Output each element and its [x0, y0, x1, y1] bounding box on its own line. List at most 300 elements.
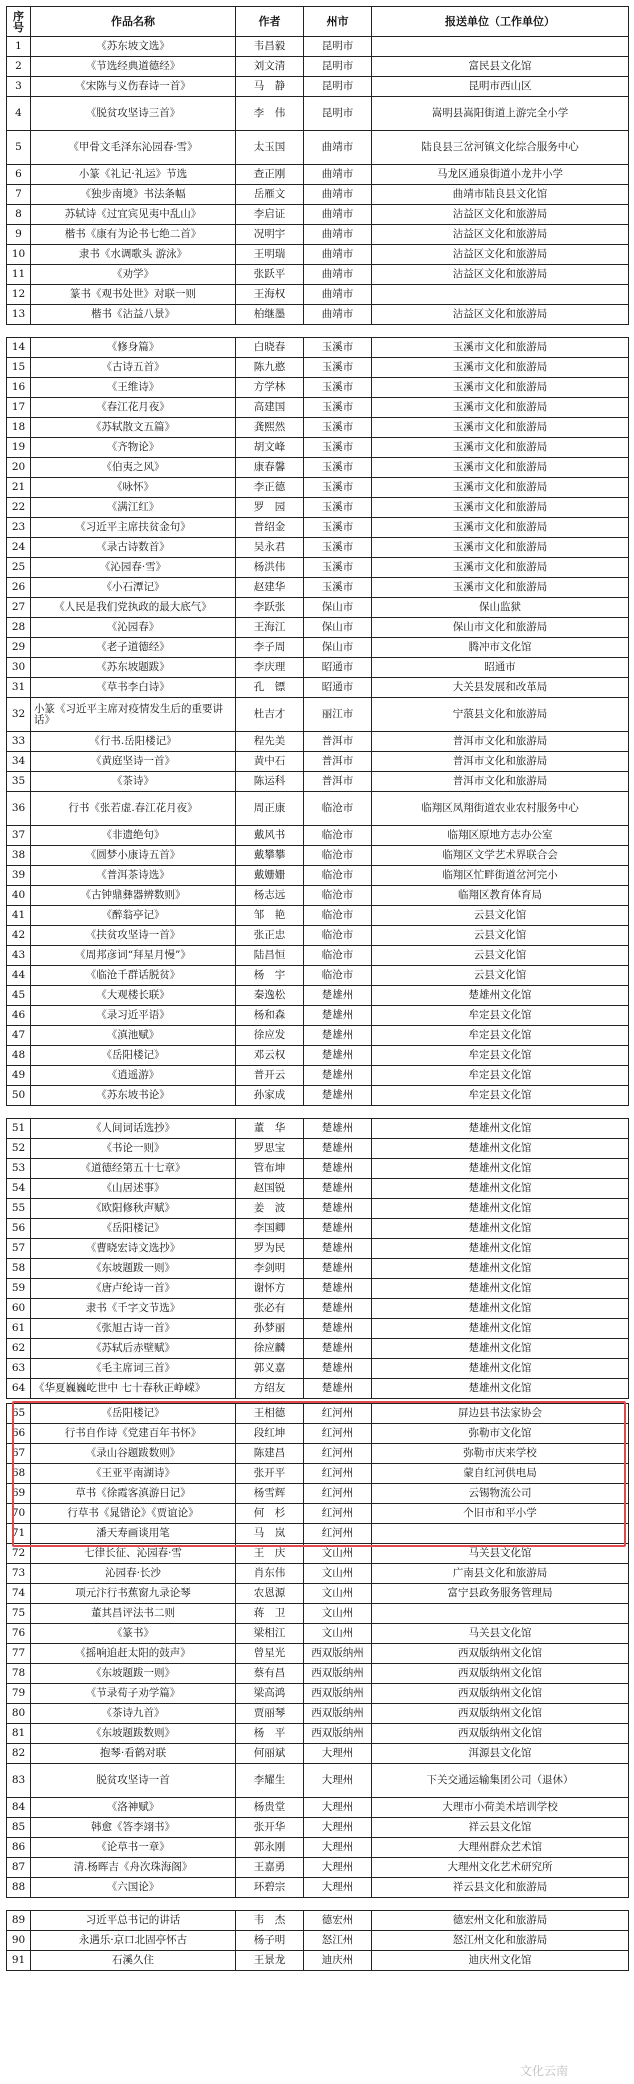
cell-unit: 云县文化馆	[372, 906, 629, 926]
cell-no: 65	[7, 1404, 31, 1424]
cell-unit: 临翔区凤翔街道农业农村服务中心	[372, 792, 629, 826]
cell-city: 保山市	[304, 618, 372, 638]
table-segment	[6, 1118, 629, 1399]
cell-unit: 牟定县文化馆	[372, 1006, 629, 1026]
cell-title: 《临沧千群话脱贫》	[31, 966, 236, 986]
cell-no: 55	[7, 1199, 31, 1219]
cell-author: 孙梦丽	[236, 1319, 304, 1339]
table-row	[7, 1838, 629, 1858]
cell-no: 3	[7, 77, 31, 97]
cell-unit: 楚雄州文化馆	[372, 1239, 629, 1259]
cell-city: 文山州	[304, 1564, 372, 1584]
cell-city: 玉溪市	[304, 378, 372, 398]
cell-no: 4	[7, 97, 31, 131]
cell-author: 梁高鸿	[236, 1684, 304, 1704]
table-row	[7, 538, 629, 558]
cell-city: 昭通市	[304, 658, 372, 678]
cell-author: 普绍金	[236, 518, 304, 538]
cell-author: 陈建昌	[236, 1444, 304, 1464]
cell-title: 《摇响追赶太阳的鼓声》	[31, 1644, 236, 1664]
cell-no: 17	[7, 398, 31, 418]
cell-author: 李剑明	[236, 1259, 304, 1279]
cell-author: 吴永君	[236, 538, 304, 558]
cell-unit: 楚雄州文化馆	[372, 1279, 629, 1299]
cell-no: 12	[7, 285, 31, 305]
cell-unit	[372, 37, 629, 57]
cell-unit: 个旧市和平小学	[372, 1504, 629, 1524]
cell-city: 德宏州	[304, 1911, 372, 1931]
cell-author: 韦昌毅	[236, 37, 304, 57]
cell-title: 《洛神赋》	[31, 1798, 236, 1818]
table-row	[7, 1239, 629, 1259]
cell-no: 69	[7, 1484, 31, 1504]
table-row	[7, 418, 629, 438]
cell-unit: 昆明市西山区	[372, 77, 629, 97]
cell-no: 82	[7, 1744, 31, 1764]
cell-city: 曲靖市	[304, 305, 372, 325]
cell-unit: 大关县发展和改革局	[372, 678, 629, 698]
table-row	[7, 1818, 629, 1838]
segment-gap	[6, 1898, 628, 1910]
cell-no: 15	[7, 358, 31, 378]
table-row	[7, 305, 629, 325]
cell-title: 沁园春·长沙	[31, 1564, 236, 1584]
cell-unit: 富民县文化馆	[372, 57, 629, 77]
cell-unit: 西双版纳州文化馆	[372, 1704, 629, 1724]
table-row	[7, 1951, 629, 1971]
cell-author: 康春馨	[236, 458, 304, 478]
table-row	[7, 478, 629, 498]
cell-title: 《老子道德经》	[31, 638, 236, 658]
cell-title: 《苏轼散文五篇》	[31, 418, 236, 438]
table-row	[7, 658, 629, 678]
cell-unit: 玉溪市文化和旅游局	[372, 418, 629, 438]
cell-title: 楷书《沾益八景》	[31, 305, 236, 325]
cell-city: 玉溪市	[304, 478, 372, 498]
cell-author: 杨和森	[236, 1006, 304, 1026]
cell-no: 77	[7, 1644, 31, 1664]
cell-unit: 云锡物流公司	[372, 1484, 629, 1504]
table-row	[7, 1319, 629, 1339]
table-row	[7, 772, 629, 792]
table-row	[7, 1424, 629, 1444]
cell-title: 永遇乐·京口北固亭怀古	[31, 1931, 236, 1951]
cell-unit	[372, 1604, 629, 1624]
cell-author: 秦逸松	[236, 986, 304, 1006]
cell-title: 隶书《千字文节选》	[31, 1299, 236, 1319]
cell-city: 红河州	[304, 1444, 372, 1464]
cell-author: 孙家成	[236, 1086, 304, 1106]
cell-unit	[372, 285, 629, 305]
cell-unit: 楚雄州文化馆	[372, 1299, 629, 1319]
cell-title: 小篆《习近平主席对疫情发生后的重要讲话》	[31, 698, 236, 732]
table-row	[7, 378, 629, 398]
cell-city: 玉溪市	[304, 438, 372, 458]
cell-author: 邓云权	[236, 1046, 304, 1066]
cell-city: 西双版纳州	[304, 1684, 372, 1704]
cell-unit: 临翔区文学艺术界联合会	[372, 846, 629, 866]
cell-unit: 楚雄州文化馆	[372, 1219, 629, 1239]
table-segment	[6, 1910, 629, 1971]
cell-unit: 楚雄州文化馆	[372, 1379, 629, 1399]
table-row	[7, 1798, 629, 1818]
cell-author: 普开云	[236, 1066, 304, 1086]
cell-title: 《华夏巍巍屹世中 七十春秋正峥嵘》	[31, 1379, 236, 1399]
table-row	[7, 438, 629, 458]
cell-author: 王明瑞	[236, 245, 304, 265]
cell-no: 8	[7, 205, 31, 225]
table-row	[7, 1464, 629, 1484]
table-segment	[6, 337, 629, 1106]
table-row	[7, 866, 629, 886]
cell-title: 行书《张若虚.春江花月夜》	[31, 792, 236, 826]
table-row	[7, 57, 629, 77]
cell-city: 曲靖市	[304, 165, 372, 185]
cell-title: 《滇池赋》	[31, 1026, 236, 1046]
cell-title: 潘天寿画谈用笔	[31, 1524, 236, 1544]
cell-unit: 嵩明县嵩阳街道上游完全小学	[372, 97, 629, 131]
cell-unit: 西双版纳州文化馆	[372, 1664, 629, 1684]
cell-unit: 西双版纳州文化馆	[372, 1684, 629, 1704]
table-row	[7, 1159, 629, 1179]
table-row	[7, 846, 629, 866]
cell-author: 曾星光	[236, 1644, 304, 1664]
cell-unit: 马龙区通泉街道小龙井小学	[372, 165, 629, 185]
cell-no: 22	[7, 498, 31, 518]
table-row	[7, 1584, 629, 1604]
cell-unit: 迪庆州文化馆	[372, 1951, 629, 1971]
cell-unit: 弥勒市庆来学校	[372, 1444, 629, 1464]
cell-no: 27	[7, 598, 31, 618]
cell-unit: 玉溪市文化和旅游局	[372, 398, 629, 418]
cell-no: 40	[7, 886, 31, 906]
cell-title: 《节录荀子劝学篇》	[31, 1684, 236, 1704]
cell-city: 玉溪市	[304, 498, 372, 518]
cell-no: 23	[7, 518, 31, 538]
cell-title: 抱琴·看鹤对联	[31, 1744, 236, 1764]
cell-author: 戴姗姗	[236, 866, 304, 886]
cell-author: 杨志远	[236, 886, 304, 906]
cell-title: 《伯夷之风》	[31, 458, 236, 478]
cell-author: 方绍友	[236, 1379, 304, 1399]
cell-city: 临沧市	[304, 926, 372, 946]
cell-title: 《小石潭记》	[31, 578, 236, 598]
table-row	[7, 1878, 629, 1898]
cell-unit: 楚雄州文化馆	[372, 1179, 629, 1199]
cell-author: 徐应发	[236, 1026, 304, 1046]
cell-unit: 保山市文化和旅游局	[372, 618, 629, 638]
table-row	[7, 1404, 629, 1424]
cell-unit: 楚雄州文化馆	[372, 1259, 629, 1279]
table-row	[7, 1139, 629, 1159]
cell-no: 32	[7, 698, 31, 732]
cell-title: 《唐卢纶诗一首》	[31, 1279, 236, 1299]
cell-title: 《脱贫攻坚诗三首》	[31, 97, 236, 131]
cell-city: 文山州	[304, 1604, 372, 1624]
cell-no: 57	[7, 1239, 31, 1259]
cell-no: 33	[7, 732, 31, 752]
cell-no: 62	[7, 1339, 31, 1359]
table-row	[7, 518, 629, 538]
cell-unit: 玉溪市文化和旅游局	[372, 338, 629, 358]
cell-author: 徐应麟	[236, 1339, 304, 1359]
cell-city: 玉溪市	[304, 578, 372, 598]
cell-no: 39	[7, 866, 31, 886]
cell-no: 37	[7, 826, 31, 846]
cell-author: 李庆理	[236, 658, 304, 678]
cell-no: 36	[7, 792, 31, 826]
cell-author: 郭永刚	[236, 1838, 304, 1858]
cell-title: 《岳阳楼记》	[31, 1219, 236, 1239]
table-row	[7, 752, 629, 772]
cell-city: 保山市	[304, 598, 372, 618]
cell-city: 文山州	[304, 1624, 372, 1644]
cell-author: 周正康	[236, 792, 304, 826]
cell-unit: 大理市小荷美术培训学校	[372, 1798, 629, 1818]
cell-unit: 楚雄州文化馆	[372, 1359, 629, 1379]
cell-city: 昆明市	[304, 77, 372, 97]
table-row	[7, 265, 629, 285]
cell-title: 董其昌评法书二则	[31, 1604, 236, 1624]
cell-title: 《苏东坡题跋》	[31, 658, 236, 678]
cell-unit: 玉溪市文化和旅游局	[372, 558, 629, 578]
cell-author: 郭义嘉	[236, 1359, 304, 1379]
cell-author: 太玉国	[236, 131, 304, 165]
cell-unit: 云县文化馆	[372, 946, 629, 966]
cell-author: 杜吉才	[236, 698, 304, 732]
cell-no: 1	[7, 37, 31, 57]
cell-city: 大理州	[304, 1764, 372, 1798]
cell-author: 张正忠	[236, 926, 304, 946]
cell-unit: 祥云县文化馆	[372, 1818, 629, 1838]
cell-city: 楚雄州	[304, 1279, 372, 1299]
table-row	[7, 1379, 629, 1399]
cell-title: 《山居述事》	[31, 1179, 236, 1199]
table-row	[7, 1624, 629, 1644]
table-row	[7, 1724, 629, 1744]
table-row	[7, 1644, 629, 1664]
cell-city: 玉溪市	[304, 418, 372, 438]
cell-no: 11	[7, 265, 31, 285]
cell-title: 《欧阳修秋声赋》	[31, 1199, 236, 1219]
table-row	[7, 1524, 629, 1544]
cell-unit: 楚雄州文化馆	[372, 1319, 629, 1339]
cell-title: 《道德经第五十七章》	[31, 1159, 236, 1179]
header-no: 序号	[7, 7, 31, 37]
cell-title: 苏轼诗《过宜宾见夷中乱山》	[31, 205, 236, 225]
cell-title: 《东坡题跋一则》	[31, 1259, 236, 1279]
cell-title: 《咏怀》	[31, 478, 236, 498]
cell-author: 管布坤	[236, 1159, 304, 1179]
cell-title: 《毛主席词三首》	[31, 1359, 236, 1379]
cell-no: 48	[7, 1046, 31, 1066]
cell-city: 保山市	[304, 638, 372, 658]
table-row	[7, 1006, 629, 1026]
cell-author: 李正德	[236, 478, 304, 498]
cell-city: 红河州	[304, 1404, 372, 1424]
cell-city: 临沧市	[304, 846, 372, 866]
cell-city: 曲靖市	[304, 265, 372, 285]
cell-city: 临沧市	[304, 906, 372, 926]
cell-title: 行草书《晁错论》《贾谊论》	[31, 1504, 236, 1524]
cell-author: 李子周	[236, 638, 304, 658]
cell-no: 26	[7, 578, 31, 598]
cell-unit: 沾益区文化和旅游局	[372, 265, 629, 285]
cell-city: 楚雄州	[304, 1219, 372, 1239]
cell-city: 大理州	[304, 1838, 372, 1858]
cell-author: 张开平	[236, 1464, 304, 1484]
cell-author: 蒋 卫	[236, 1604, 304, 1624]
cell-author: 陆昌恒	[236, 946, 304, 966]
cell-unit: 牟定县文化馆	[372, 1066, 629, 1086]
cell-city: 临沧市	[304, 946, 372, 966]
cell-no: 81	[7, 1724, 31, 1744]
cell-city: 楚雄州	[304, 1006, 372, 1026]
cell-unit: 祥云县文化和旅游局	[372, 1878, 629, 1898]
cell-title: 石溪久住	[31, 1951, 236, 1971]
cell-city: 昆明市	[304, 37, 372, 57]
cell-author: 何 杉	[236, 1504, 304, 1524]
table-row	[7, 826, 629, 846]
table-row	[7, 926, 629, 946]
cell-city: 怒江州	[304, 1931, 372, 1951]
table-row	[7, 678, 629, 698]
table-row	[7, 1339, 629, 1359]
table-row	[7, 578, 629, 598]
cell-no: 51	[7, 1119, 31, 1139]
cell-author: 谢怀方	[236, 1279, 304, 1299]
cell-unit: 沾益区文化和旅游局	[372, 245, 629, 265]
cell-no: 10	[7, 245, 31, 265]
watermark-text: 文化云南	[520, 2064, 569, 2078]
cell-unit: 昭通市	[372, 658, 629, 678]
table-row	[7, 986, 629, 1006]
cell-city: 昆明市	[304, 97, 372, 131]
cell-author: 王海江	[236, 618, 304, 638]
cell-title: 《独步南境》书法条幅	[31, 185, 236, 205]
cell-no: 86	[7, 1838, 31, 1858]
cell-no: 30	[7, 658, 31, 678]
cell-city: 西双版纳州	[304, 1664, 372, 1684]
cell-author: 高建国	[236, 398, 304, 418]
cell-title: 《春江花月夜》	[31, 398, 236, 418]
cell-no: 19	[7, 438, 31, 458]
cell-city: 红河州	[304, 1464, 372, 1484]
cell-no: 72	[7, 1544, 31, 1564]
table-row	[7, 698, 629, 732]
cell-city: 玉溪市	[304, 518, 372, 538]
cell-no: 79	[7, 1684, 31, 1704]
table-row	[7, 245, 629, 265]
cell-no: 58	[7, 1259, 31, 1279]
cell-no: 28	[7, 618, 31, 638]
cell-unit: 楚雄州文化馆	[372, 986, 629, 1006]
cell-title: 《满江红》	[31, 498, 236, 518]
table-row	[7, 638, 629, 658]
cell-author: 戴攀攀	[236, 846, 304, 866]
cell-unit: 云县文化馆	[372, 966, 629, 986]
table-row	[7, 1744, 629, 1764]
cell-title: 《古钟鼎彝器辨数则》	[31, 886, 236, 906]
cell-unit: 玉溪市文化和旅游局	[372, 498, 629, 518]
cell-city: 曲靖市	[304, 225, 372, 245]
cell-city: 楚雄州	[304, 1339, 372, 1359]
cell-title: 《沁园春·雪》	[31, 558, 236, 578]
table-row	[7, 1858, 629, 1878]
cell-city: 昭通市	[304, 678, 372, 698]
table-row	[7, 1504, 629, 1524]
cell-author: 戴风书	[236, 826, 304, 846]
table-row	[7, 131, 629, 165]
cell-author: 孔 镖	[236, 678, 304, 698]
table-row	[7, 1444, 629, 1464]
cell-title: 《齐物论》	[31, 438, 236, 458]
cell-city: 曲靖市	[304, 205, 372, 225]
table-row	[7, 1026, 629, 1046]
cell-no: 41	[7, 906, 31, 926]
cell-author: 白晓春	[236, 338, 304, 358]
cell-author: 龚熙然	[236, 418, 304, 438]
cell-title: 《扶贫攻坚诗一首》	[31, 926, 236, 946]
cell-unit: 西双版纳州文化馆	[372, 1644, 629, 1664]
cell-title: 草书《徐霞客滇游日记》	[31, 1484, 236, 1504]
cell-title: 《论草书一章》	[31, 1838, 236, 1858]
cell-title: 《逍遥游》	[31, 1066, 236, 1086]
cell-city: 楚雄州	[304, 1239, 372, 1259]
cell-title: 《人间词话选抄》	[31, 1119, 236, 1139]
cell-title: 《古诗五首》	[31, 358, 236, 378]
cell-author: 赵建华	[236, 578, 304, 598]
cell-unit: 牟定县文化馆	[372, 1086, 629, 1106]
cell-city: 红河州	[304, 1524, 372, 1544]
cell-city: 楚雄州	[304, 1199, 372, 1219]
cell-no: 87	[7, 1858, 31, 1878]
cell-no: 66	[7, 1424, 31, 1444]
cell-author: 杨 平	[236, 1724, 304, 1744]
cell-no: 24	[7, 538, 31, 558]
cell-author: 罗 园	[236, 498, 304, 518]
cell-unit: 普洱市文化和旅游局	[372, 732, 629, 752]
cell-unit: 西双版纳州文化馆	[372, 1724, 629, 1744]
cell-title: 《普洱茶诗选》	[31, 866, 236, 886]
cell-author: 李 伟	[236, 97, 304, 131]
cell-author: 段红坤	[236, 1424, 304, 1444]
cell-no: 14	[7, 338, 31, 358]
cell-unit: 玉溪市文化和旅游局	[372, 378, 629, 398]
cell-title: 楷书《康有为论书七绝二首》	[31, 225, 236, 245]
cell-city: 楚雄州	[304, 1159, 372, 1179]
table-segment	[6, 6, 629, 325]
table-row	[7, 1664, 629, 1684]
cell-author: 邹 艳	[236, 906, 304, 926]
cell-title: 《沁园春》	[31, 618, 236, 638]
cell-city: 普洱市	[304, 752, 372, 772]
cell-unit: 玉溪市文化和旅游局	[372, 538, 629, 558]
cell-unit: 陆良县三岔河镇文化综合服务中心	[372, 131, 629, 165]
cell-unit: 富宁县政务服务管理局	[372, 1584, 629, 1604]
cell-unit: 德宏州文化和旅游局	[372, 1911, 629, 1931]
cell-no: 76	[7, 1624, 31, 1644]
cell-city: 玉溪市	[304, 558, 372, 578]
cell-unit: 洱源县文化馆	[372, 1744, 629, 1764]
cell-no: 70	[7, 1504, 31, 1524]
cell-city: 西双版纳州	[304, 1704, 372, 1724]
cell-title: 《非遗绝句》	[31, 826, 236, 846]
cell-author: 赵国锐	[236, 1179, 304, 1199]
table-row	[7, 398, 629, 418]
cell-no: 47	[7, 1026, 31, 1046]
cell-title: 《圆梦小康诗五首》	[31, 846, 236, 866]
